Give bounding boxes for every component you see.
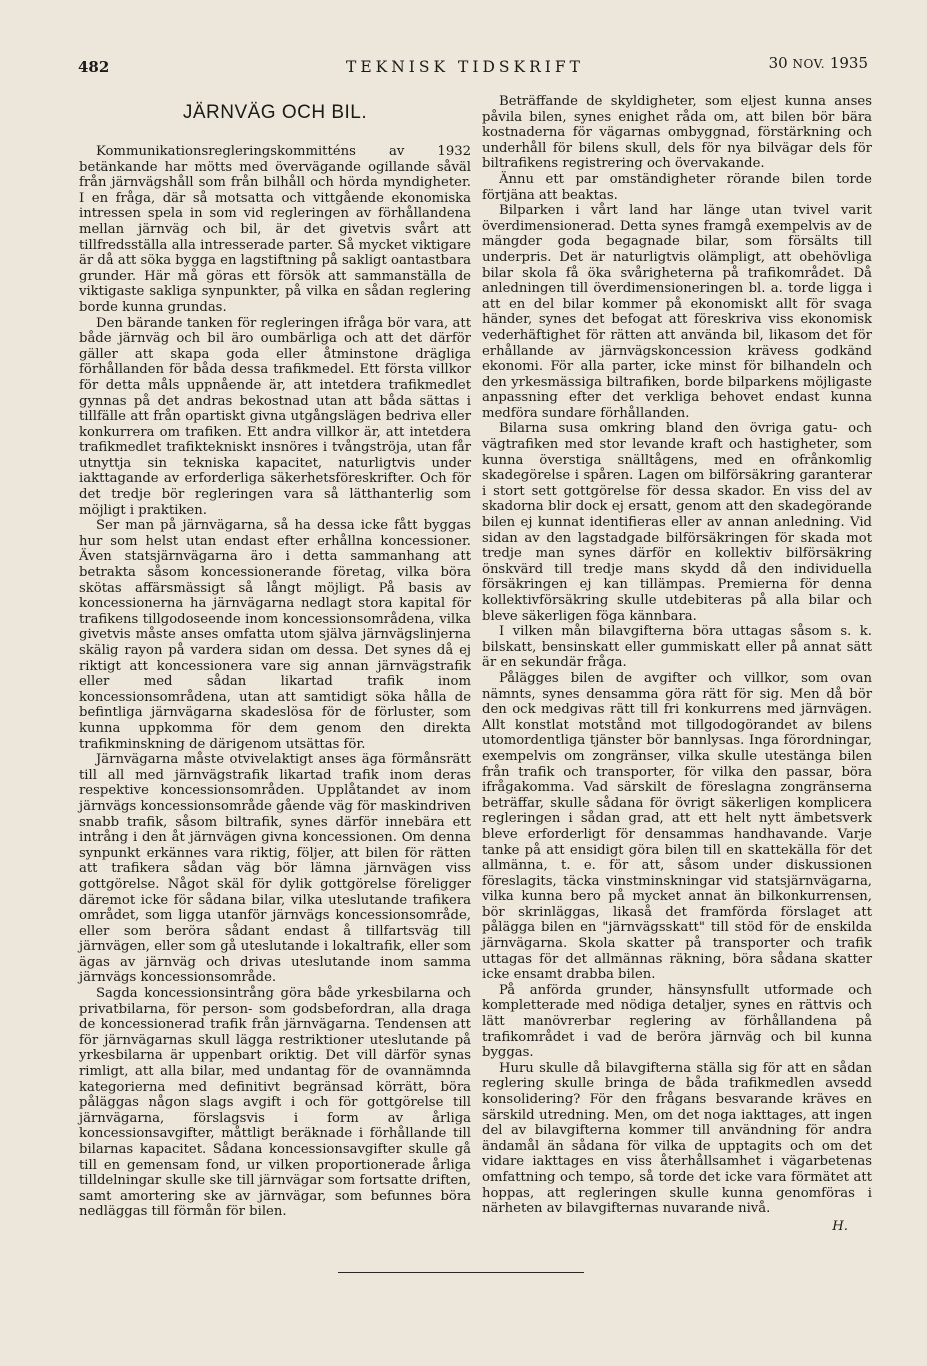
author-signature: H.	[832, 1218, 848, 1234]
left-column	[79, 94, 471, 1220]
page-number: 482	[78, 58, 110, 76]
paragraph: Ser man på järnvägarna, så ha dessa icke fått byggas hur som helst utan endast efter erhållna koncessioner. Även statsjärnvägarna äro i detta sammanhang att betrakta såsom koncessionerande företag, vilka böra skötas affärsmässigt så långt möjligt. På basis av koncessionerna ha järnvägarna nedlagt stora kapital för trafikens tillgodoseende inom koncessionsområdena, vilka givetvis måste anses omfatta utom själva järnvägslinjerna skälig rayon på vardera sidan om dessa. Det synes då ej riktigt att koncessionera vare sig annan järnvägstrafik eller med sådan likartad trafik inom koncessionsområdena, utan att samtidigt söka hålla de befintliga järnvägarna skadeslösa för de förluster, som kunna uppkomma för dem genom den direkta trafikminskning de därigenom utsättas för.	[79, 518, 471, 752]
date-year: 1935	[829, 54, 868, 72]
right-column	[482, 94, 872, 1234]
paragraph: Bilparken i vårt land har länge utan tvivel varit överdimensionerad. Detta synes framgå exempelvis av de mängder goda begagnade bilar, som försälts till underpris. Det är naturligtvis olämpligt, att obehövliga bilar skola få öka svårigheterna på trafikområdet. Då anledningen till överdimensioneringen bl. a. torde ligga i att en del bilar kommer på ekonomiskt allt för svaga händer, synes det befogat att föreskriva viss ekonomisk vederhäftighet för rätten att använda bil, likasom det för erhållande av järnvägskoncession krävess godkänd ekonomi. För alla parter, icke minst för bilhandeln och den yrkesmässiga biltrafiken, borde bilparkens möjligaste anpassning efter det verkliga behovet endast kunna medföra sundare förhållanden.	[482, 203, 872, 421]
end-rule	[338, 1272, 584, 1273]
journal-title: TEKNISK TIDSKRIFT	[346, 58, 585, 76]
paragraph: Pålägges bilen de avgifter och villkor, som ovan nämnts, synes densamma göra rätt för sig. Men då bör den ock medgivas rätt till fri konkurrens med järnvägen. Allt konstlat motstånd mot tillgodogörandet av bilens utomordentliga tjänster bör bannlysas. Inga förordningar, exempelvis om zongränser, vilka skulle utestänga bilen från trafik och transporter, för vilka den passar, böra ifrågakomma. Vad särskilt de föreslagna zongränserna beträffar, skulle sådana för övrigt säkerligen komplicera regleringen i sådan grad, att ett helt nytt ämbetsverk bleve erforderligt för densammas handhavande. Varje tanke på att ensidigt göra bilen till en skattekälla för det allmänna, t. e. för att, såsom under diskussionen föreslagits, täcka vinstminskningar vid statsjärnvägarna, vilka kunna bero på mycket annat än bilkonkurrensen, bör skrinläggas, likaså det framförda förslaget att pålägga bilen en "järnvägsskatt" till stöd för de enskilda järnvägarna. Skola skatter på transporter och trafik uttagas för det allmännas räkning, böra sådana skatter icke ensamt drabba bilen.	[482, 670, 872, 983]
date-month: NOV.	[792, 57, 826, 71]
paragraph: Huru skulle då bilavgifterna ställa sig för att en sådan reglering skulle bringa de båda trafikmedlen avsedd konsolidering? För den frågans besvarande kräves en särskild utredning. Men, om det noga iakttages, att ingen del av bilavgifterna kommer till användning för andra ändamål än sådana för vilka de upptagits och om det vidare iakttages en viss återhållsamhet i vägarbetenas omfattning och tempo, så torde det icke vara förmätet att hoppas, att regleringen skulle kunna genomföras i närheten av bilavgifternas nuvarande nivå.	[482, 1060, 872, 1217]
paragraph: Sagda koncessionsintrång göra både yrkesbilarna och privatbilarna, för person- som godsbefordran, alla draga de koncessionerad trafik från järnvägarna. Tendensen att för järnvägarnas skull lägga restriktioner uteslutande på yrkesbilarna är uppenbart oriktig. Det vill därför synas rimligt, att alla bilar, med undantag för de ovannämnda kategorierna med definitivt begränsad körrätt, böra påläggas någon slags avgift i och för gottgörelse till järnvägarna, förslagsvis i form av årliga koncessionsavgifter, måttligt beräknade i förhållande till bilarnas kapacitet. Sådana koncessionsavgifter skulle gå till en gemensam fond, ur vilken proportionerade årliga tilldelningar skulle ske till järnvägar som fortsatte driften, samt amortering ske av järnvägar, som befunnes böra nedläggas till förmån för bilen.	[79, 986, 471, 1220]
paragraph: Kommunikationsregleringskommitténs av 1932 betänkande har mötts med övervägande ogillande såväl från järnvägshåll som från bilhåll och hörda myndigheter. I en fråga, där så motsatta och vittgående ekonomiska intressen spela in som vid regleringen av förhållandena mellan järnväg och bil, är det givetvis svårt att tillfredsställa alla intresserade parter. Så mycket viktigare är då att söka bygga en lagstiftning på sakligt oantastbara grunder. Här må göras ett försök att sammanställa de viktigaste sakliga synpunkter, på vilka en sådan reglering borde kunna grundas.	[79, 144, 471, 315]
paragraph: Den bärande tanken för regleringen ifråga bör vara, att både järnväg och bil äro oumbärliga och att det därför gäller att skapa goda eller åtminstone drägliga förhållanden för båda dessa trafikmedel. Ett första villkor för detta måls uppnående är, att intetdera trafikmedlet gynnas på det andras bekostnad utan att båda sättas i tillfälle att från opartiskt givna utgångslägen bedriva eller konkurrera om trafiken. Ett andra villkor är, att intetdera trafikmedlet trafiktekniskt insnöres i tvångströja, utan får utnyttja sin tekniska kapacitet, naturligtvis under iakttagande av erforderliga säkerhetsföreskrifter. Och för det tredje bör regleringen vara så lätthanterlig som möjligt i praktiken.	[79, 315, 471, 518]
article-title: JÄRNVÄG OCH BIL.	[182, 102, 368, 123]
date-day: 30	[768, 54, 788, 72]
paragraph: Järnvägarna måste otvivelaktigt anses äga förmånsrätt till all med järnvägstrafik likartad trafik inom deras respektive koncessionsområden. Upplåtandet av inom järnvägs koncessionsområde gående väg för maskindriven snabb trafik, såsom biltrafik, synes därför innebära ett intrång i den åt järnvägen givna koncessionen. Om denna synpunkt erkännes vara riktig, följer, att bilen för rätten att trafikera sådan väg bör lämna järnvägen viss gottgörelse. Något skäl för dylik gottgörelse föreligger däremot icke för sådana bilar, vilka uteslutande trafikera området, som ligga utanför järnvägs koncessionsområde, eller som beröra sådant endast å tillfartsväg till järnvägen, eller som gå uteslutande i lokaltrafik, eller som ägas av järnväg och drivas uteslutande inom samma järnvägs koncessionsområde.	[79, 752, 471, 986]
issue-date	[769, 54, 868, 72]
paragraph: I vilken mån bilavgifterna böra uttagas såsom s. k. bilskatt, bensinskatt eller gummiskatt eller på annat sätt är en sekundär fråga.	[482, 624, 872, 671]
paragraph: Beträffande de skyldigheter, som eljest kunna anses påvila bilen, synes enighet råda om, att bilen bör bära kostnaderna för vägarnas ombyggnad, förstärkning och underhåll för bilens skull, dels för nya bilvägar dels för biltrafikens registrering och övervakande.	[482, 94, 872, 172]
paragraph: Bilarna susa omkring bland den övriga gatu- och vägtrafiken med stor levande kraft och hastigheter, som kunna överstiga snälltågens, med en ofrånkomlig skadegörelse i spåren. Lagen om bilförsäkring garanterar i stort sett gottgörelse för dessa skador. En viss del av skadorna blir dock ej ersatt, genom att den skadegörande bilen ej kunnat identifieras eller av annan anledning. Vid sidan av den lagstadgade bilförsäkringen för skada mot tredje man synes därför en kollektiv bilförsäkring önskvärd till tredje mans skydd då den individuella försäkringen ej kan tillämpas. Premierna för denna kollektivförsäkring skulle utdebiteras på alla bilar och bleve säkerligen föga kännbara.	[482, 421, 872, 624]
page-header	[78, 52, 868, 82]
paragraph: På anförda grunder, hänsynsfullt utformade och kompletterade med nödiga detaljer, synes en rättvis och lätt manövrerbar reglering av förhållandena på trafikområdet i vad de beröra järnväg och bil kunna byggas.	[482, 982, 872, 1061]
paragraph: Ännu ett par omständigheter rörande bilen torde förtjäna att beaktas.	[482, 171, 872, 203]
